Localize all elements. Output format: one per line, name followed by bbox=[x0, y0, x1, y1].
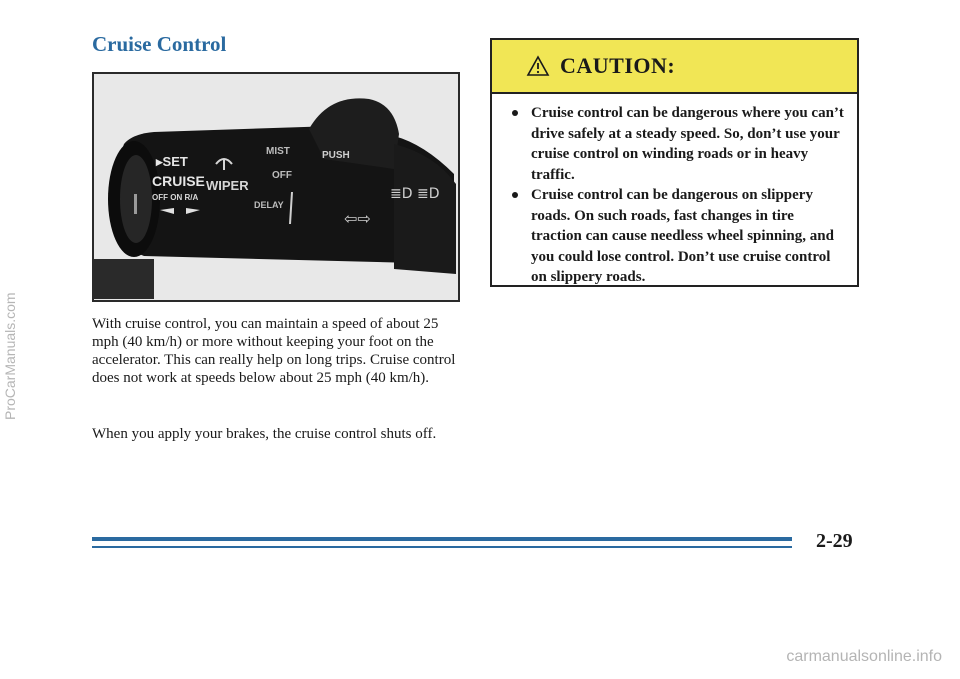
off-on-ra-label: OFF ON R/A bbox=[152, 193, 199, 202]
side-watermark: ProCarManuals.com bbox=[2, 292, 18, 420]
delay-label: DELAY bbox=[254, 200, 284, 210]
cruise-control-stalk-photo bbox=[92, 72, 460, 302]
warning-triangle-icon bbox=[526, 55, 550, 77]
footer-rule-thin bbox=[92, 546, 792, 548]
headlamp-icon: ≣D ≣D bbox=[390, 186, 440, 202]
page-title: Cruise Control bbox=[92, 32, 227, 56]
caution-item: Cruise control can be dangerous on slippery roads. On such roads, fast changes in tire traction can cause needless wheel spinning, and you could lose control. Don’t use cruise control on slippery roads. bbox=[510, 185, 845, 288]
set-label: ▸SET bbox=[156, 154, 188, 169]
caution-item: Cruise control can be dangerous where you can’t drive safely at a steady speed. So, don’t use your cruise control on winding roads or in heavy traffic. bbox=[510, 103, 845, 185]
wiper-label: WIPER bbox=[206, 178, 249, 193]
cruise-label: CRUISE bbox=[152, 173, 205, 189]
mist-label: MIST bbox=[266, 146, 290, 157]
cruise-control-intro-paragraph: With cruise control, you can maintain a speed of about 25 mph (40 km/h) or more without keeping your foot on the accelerator. This can really help on long trips. Cruise control does not work at speeds below about 25 mph (40 km/h). bbox=[92, 316, 456, 386]
caution-title: CAUTION: bbox=[560, 53, 676, 78]
caution-list bbox=[510, 103, 845, 288]
push-label: PUSH bbox=[322, 150, 350, 161]
bottom-watermark: carmanualsonline.info bbox=[786, 648, 942, 665]
footer-rule-thick bbox=[92, 537, 792, 541]
turn-signal-icon: ⇦⇨ bbox=[344, 209, 371, 228]
brake-paragraph: When you apply your brakes, the cruise control shuts off. bbox=[92, 426, 437, 442]
off-label: OFF bbox=[272, 170, 292, 181]
caution-header bbox=[492, 40, 857, 94]
caution-box bbox=[490, 38, 859, 287]
page-number: 2-29 bbox=[816, 530, 853, 552]
